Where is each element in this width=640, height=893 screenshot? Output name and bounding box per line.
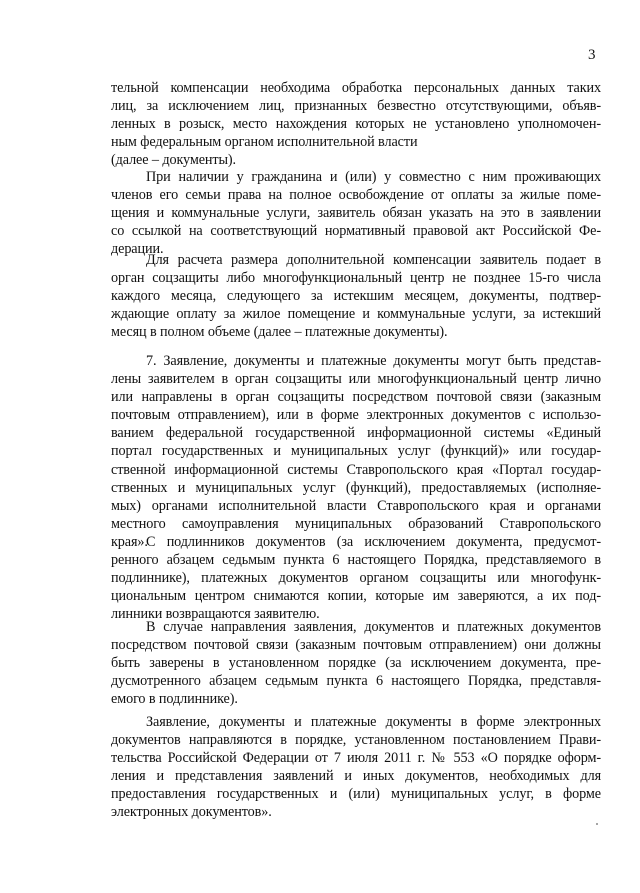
text-line: ным федеральным органом исполнительной власти [111,134,418,151]
text-line: посредством почтовой связи (заказным почтовым отправлением) они должны [111,637,601,654]
text-line: предоставления государственных и (или) муниципальных услуг, в форме [111,786,601,803]
paragraph-item-7 [111,352,601,551]
text-line: быть заверены в установленном порядке (за исключением документа, пре- [111,655,601,672]
paragraph-copies [111,533,601,623]
text-line: емого в подлиннике). [111,691,238,708]
paragraph-payment-documents [111,251,601,341]
paragraph-exemption [111,168,601,258]
text-line: мых) органами исполнительной власти Ставропольского края и органами [111,497,601,514]
text-line: месяц в полном объеме (далее – платежные документы). [111,324,448,341]
text-line: 7. Заявление, документы и платежные документы могут быть представ- [146,353,601,369]
text-line: каждого месяца, следующего за истекшим месяцем, документы, подтвер- [111,288,601,305]
text-line: Заявление, документы и платежные документы в форме электронных [146,714,601,730]
text-line: ренного абзацем седьмым пункта 6 настоящего Порядка, представляемого в [111,552,601,569]
paragraph-electronic [111,713,601,822]
text-line: ванием федеральной государственной информационной системы «Единый [111,425,601,442]
text-line: ственных и муниципальных услуг (функций), предоставляемых (исполняе- [111,479,601,496]
text-line: электронных документов». [111,804,272,821]
text-line: тельной компенсации необходима обработка персональных данных таких [111,80,601,96]
text-line: щения и коммунальные услуги, заявитель обязан указать на это в заявлении [111,205,601,222]
page-number: 3 [588,47,596,63]
text-line: орган соцзащиты либо многофункциональный центр не позднее 15-го числа [111,270,601,287]
text-line: С подлинников документов (за исключением документа, предусмот- [146,534,601,550]
text-line: тельства Российской Федерации от 7 июля 2011 г. № 553 «О порядке оформ- [111,750,601,767]
text-line: лены заявителем в орган соцзащиты или многофункциональный центр лично [111,371,601,388]
text-line: дусмотренного абзацем седьмым пункта 6 настоящего Порядка, представля- [111,673,601,690]
text-line: почтовым отправлением), или в форме электронных документов с использо- [111,407,601,424]
text-line: или направлены в орган соцзащиты посредством почтовой связи (заказным [111,389,601,406]
text-line: В случае направления заявления, документов и платежных документов [146,619,601,635]
text-line: ственной информационной системы Ставропольского края «Портал государ- [111,461,601,478]
text-line: циональным центром снимаются копии, которые им заверяются, а их под- [111,588,601,605]
text-line: ленных в розыск, место нахождения которых не установлено уполномочен- [111,116,601,133]
text-line: ждающие оплату за жилое помещение и коммунальные услуги, за истекший [111,306,601,323]
paragraph-postal [111,618,601,708]
text-line: При наличии у гражданина и (или) у совместно с ним проживающих [146,169,601,185]
text-line: дерации. [111,241,164,258]
paragraph-continuation [111,79,601,169]
text-line: (далее – документы). [111,152,237,169]
text-line: ления и представления заявлений и иных документов, необходимых для [111,768,601,785]
text-line: портал государственных и муниципальных услуг (функций)» или государ- [111,443,601,460]
text-line: местного самоуправления муниципальных образований Ставропольского [111,515,601,532]
text-line: края». [111,533,148,550]
text-line: членов его семьи права на полное освобождение от оплаты за жилые поме- [111,187,601,204]
text-line: линники возвращаются заявителю. [111,606,320,623]
text-line: лиц, за исключением лиц, признанных безвестно отсутствующими, объяв- [111,98,601,115]
scan-speck [596,823,598,825]
text-line: со ссылкой на соответствующий нормативный правовой акт Российской Фе- [111,223,601,240]
text-line: Для расчета размера дополнительной компенсации заявитель подает в [146,252,601,268]
text-line: подлиннике), платежных документов органом соцзащиты или многофунк- [111,570,601,587]
text-line: документов направляются в порядке, установленном постановлением Прави- [111,732,601,749]
